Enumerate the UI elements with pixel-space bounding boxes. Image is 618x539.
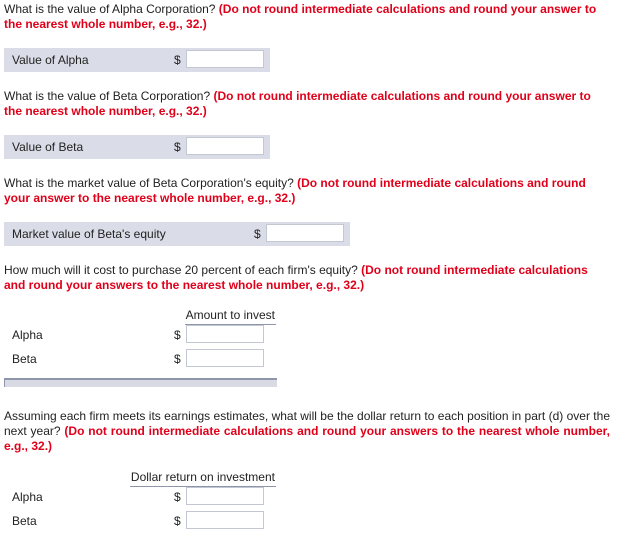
row-label: Beta [12,514,37,528]
rounding-note: (Do not round intermediate calculations and round your answer to the nearest whole number, e.g., 32.) [4,176,586,205]
question-amount-to-invest [4,263,610,293]
return-table [4,469,276,533]
alpha-return-input[interactable] [186,487,264,505]
question-text: What is the market value of Beta Corporation's equity? [4,176,298,190]
alpha-invest-input[interactable] [186,325,264,343]
column-header: Dollar return on investment [130,469,276,487]
question-alpha-value [4,2,610,32]
table-row-alpha [4,485,276,509]
alpha-value-row [4,47,270,72]
currency-symbol: $ [174,514,181,528]
currency-symbol: $ [174,328,181,342]
question-text: Assuming each firm meets its earnings estimates, what will be the dollar return to each position in part (d) over the next year? [4,409,610,438]
question-dollar-return [4,409,610,454]
rounding-note: (Do not round intermediate calculations and round your answer to the nearest whole number, e.g., 32.) [4,2,597,31]
field-label: Market value of Beta's equity [12,227,166,241]
beta-equity-row [4,221,350,246]
rounding-note: (Do not round intermediate calculations and round your answer to the nearest whole number, e.g., 32.) [4,89,591,118]
table-row-beta [4,347,276,371]
table-row-alpha [4,323,276,347]
currency-symbol: $ [174,490,181,504]
field-label: Value of Beta [12,140,84,154]
currency-symbol: $ [254,227,261,241]
alpha-value-input[interactable] [186,50,264,68]
invest-table [4,307,276,371]
currency-symbol: $ [174,53,181,67]
row-label: Alpha [12,490,43,504]
rounding-note: (Do not round intermediate calculations and round your answers to the nearest whole number, e.g., 32.) [4,263,588,292]
currency-symbol: $ [174,352,181,366]
question-text: What is the value of Alpha Corporation? [4,2,219,16]
beta-value-row [4,134,270,159]
table-row-beta [4,509,276,533]
question-beta-value [4,89,610,119]
beta-value-input[interactable] [186,137,264,155]
section-divider [4,378,277,387]
beta-return-input[interactable] [186,511,264,529]
rounding-note: (Do not round intermediate calculations and round your answers to the nearest whole number, e.g., 32.) [4,424,610,453]
currency-symbol: $ [174,140,181,154]
field-label: Value of Alpha [12,53,89,67]
beta-invest-input[interactable] [186,349,264,367]
question-beta-equity [4,176,610,206]
beta-equity-input[interactable] [266,224,344,242]
row-label: Alpha [12,328,43,342]
row-label: Beta [12,352,37,366]
column-header: Amount to invest [185,307,276,325]
question-text: What is the value of Beta Corporation? [4,89,214,103]
question-text: How much will it cost to purchase 20 percent of each firm's equity? [4,263,362,277]
